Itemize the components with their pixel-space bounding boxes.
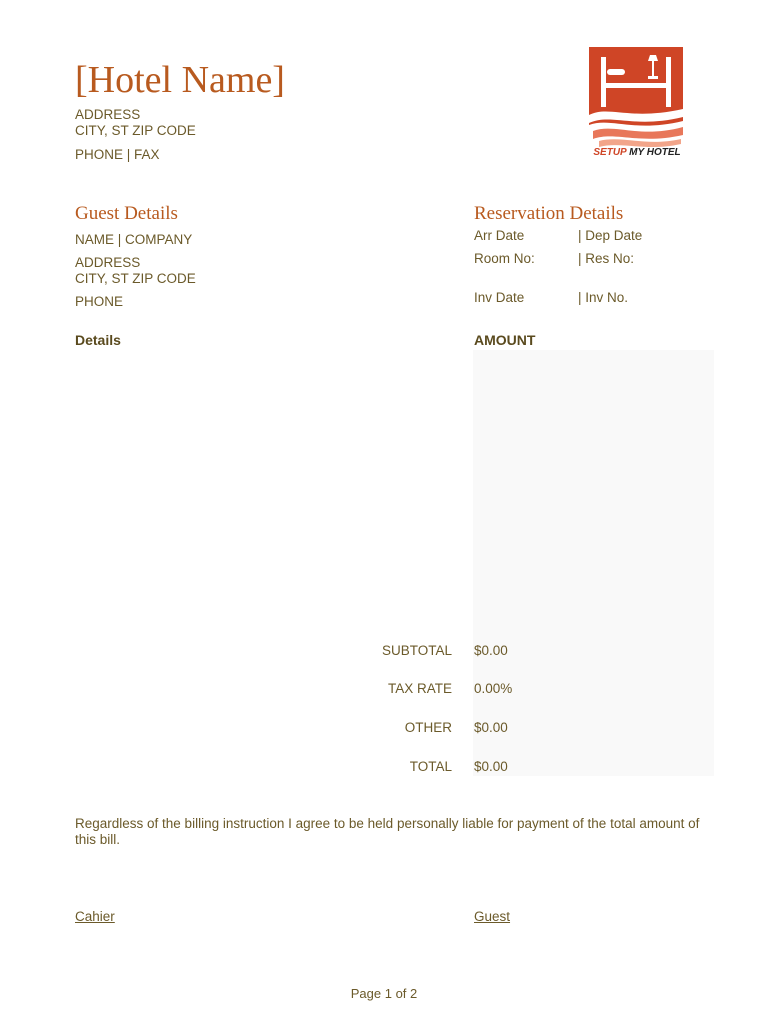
- amount-column-area: [473, 350, 714, 776]
- hotel-logo: [589, 47, 683, 162]
- guest-details-heading: Guest Details: [75, 203, 178, 224]
- hotel-name: [Hotel Name]: [75, 59, 285, 101]
- reservation-details-heading: Reservation Details: [474, 203, 624, 224]
- subtotal-label: SUBTOTAL: [381, 643, 452, 658]
- inv-date-label: Inv Date: [474, 290, 525, 305]
- logo-wordmark: [591, 147, 683, 158]
- hotel-phone-fax: PHONE | FAX: [75, 147, 160, 162]
- room-no-label: Room No:: [474, 251, 535, 266]
- subtotal-value: $0.00: [474, 643, 508, 658]
- tax-rate-value: 0.00%: [474, 681, 513, 696]
- hotel-city: CITY, ST ZIP CODE: [75, 123, 196, 138]
- other-label: OTHER: [404, 720, 452, 735]
- liability-statement: Regardless of the billing instruction I agree to be held personally liable for payment of the total amount of this bill.: [75, 816, 700, 847]
- total-label: TOTAL: [409, 759, 452, 774]
- arr-date-label: Arr Date: [474, 228, 525, 243]
- total-value: $0.00: [474, 759, 508, 774]
- dep-date-label: | Dep Date: [578, 228, 643, 243]
- res-no-label: | Res No:: [578, 251, 635, 266]
- guest-signature-label: Guest: [474, 909, 511, 924]
- page-number: Page 1 of 2: [350, 986, 418, 1001]
- logo-text-setup: SETUP: [593, 147, 627, 158]
- inv-no-label: | Inv No.: [578, 290, 629, 305]
- bed-logo-icon: [589, 47, 683, 162]
- tax-rate-label: TAX RATE: [387, 681, 452, 696]
- guest-phone: PHONE: [75, 294, 124, 309]
- amount-column-header: AMOUNT: [474, 332, 536, 348]
- guest-city: CITY, ST ZIP CODE: [75, 271, 196, 286]
- logo-text-myhotel: MY HOTEL: [629, 147, 681, 158]
- cashier-signature-label: Cahier: [75, 909, 115, 924]
- details-column-header: Details: [75, 332, 121, 348]
- guest-name-company: NAME | COMPANY: [75, 232, 193, 247]
- hotel-address: ADDRESS: [75, 107, 141, 122]
- guest-address: ADDRESS: [75, 255, 141, 270]
- other-value: $0.00: [474, 720, 508, 735]
